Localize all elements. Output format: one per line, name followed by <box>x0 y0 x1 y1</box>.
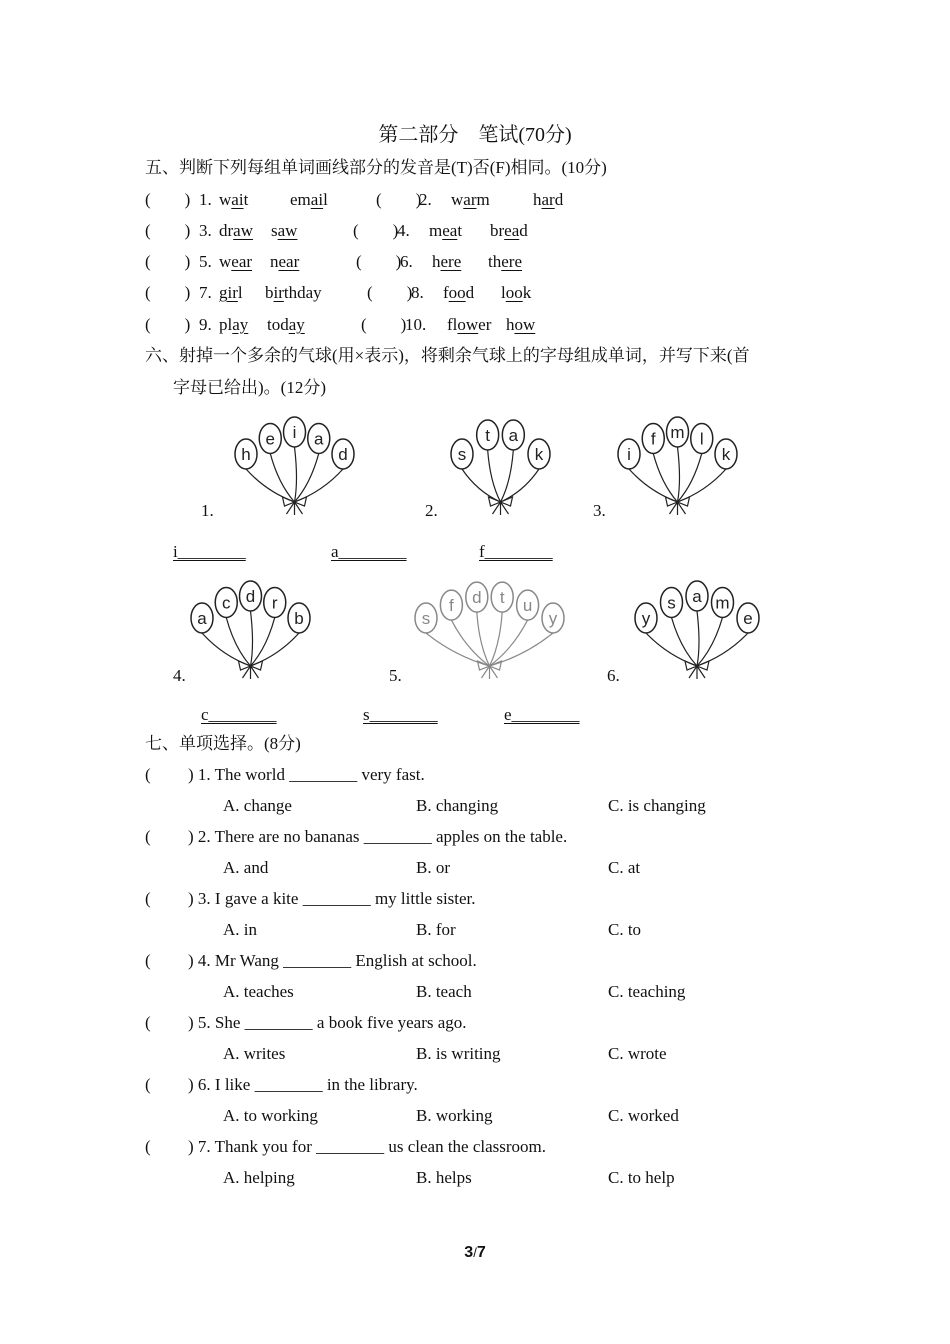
bouquet-number: 6. <box>607 666 620 685</box>
answer-blank[interactable]: e________ <box>504 705 580 724</box>
balloon-string <box>295 447 297 502</box>
question-text: ) 6. I like ________ in the library. <box>188 1075 418 1094</box>
question-text: ) 4. Mr Wang ________ English at school. <box>188 951 477 970</box>
underlined-letters: oo <box>448 283 466 302</box>
bouquet-number: 1. <box>201 501 214 520</box>
item-number: 1. <box>199 190 212 209</box>
option-c[interactable]: C. is changing <box>608 796 706 815</box>
item-number: 3. <box>199 221 212 240</box>
part-title: 第二部分 笔试(70分) <box>378 124 572 146</box>
balloon-string <box>270 453 294 502</box>
word-part: pl <box>219 315 233 334</box>
question-text: ) 7. Thank you for ________ us clean the classroom. <box>188 1137 547 1156</box>
word-first <box>429 221 462 241</box>
balloon-letter: e <box>265 429 275 449</box>
word-part: dr <box>219 221 234 240</box>
word-part: br <box>490 221 505 240</box>
word-part: em <box>290 190 311 209</box>
word-part: l <box>323 190 328 209</box>
balloon-letter: i <box>627 445 631 464</box>
answer-paren-open[interactable]: ( <box>145 827 185 846</box>
word-second <box>270 252 299 272</box>
balloon-letter: u <box>522 596 533 616</box>
balloon-string <box>226 617 250 666</box>
balloon-string <box>295 469 344 502</box>
balloon-letter: l <box>699 429 704 449</box>
answer-paren[interactable]: ( ) <box>353 221 399 240</box>
answer-paren[interactable]: ( ) <box>145 252 191 271</box>
option-b[interactable]: B. is writing <box>416 1044 501 1063</box>
balloon-string <box>697 633 748 666</box>
balloon-letter: t <box>485 425 491 445</box>
page-separator: / <box>473 1245 477 1260</box>
underlined-letters: ai <box>310 190 324 209</box>
underlined-letters: ow <box>457 315 479 334</box>
word-part: h <box>432 252 441 271</box>
word-second <box>488 252 522 272</box>
word-part: thday <box>283 283 322 302</box>
balloon-letter: a <box>314 429 324 449</box>
option-b[interactable]: B. helps <box>416 1168 472 1187</box>
balloon-letter: m <box>715 593 730 613</box>
word-part: t <box>457 221 463 240</box>
word-part: s <box>271 221 278 240</box>
word-first <box>219 221 253 241</box>
bouquet-number: 5. <box>389 666 402 685</box>
ribbon-bow <box>489 497 513 515</box>
word-first <box>432 252 461 272</box>
balloon-string <box>672 617 698 666</box>
word-second <box>501 283 531 303</box>
balloon-string <box>462 469 501 502</box>
underlined-letters: ar <box>463 190 477 209</box>
answer-paren[interactable]: ( ) <box>367 283 413 302</box>
word-first <box>443 283 474 303</box>
balloon-string <box>678 447 680 502</box>
item-number: 8. <box>411 283 424 302</box>
balloon-letter: e <box>743 609 753 628</box>
word-first <box>219 283 243 303</box>
word-part: m <box>476 190 490 209</box>
item-number: 9. <box>199 315 212 334</box>
word-part: k <box>522 283 532 302</box>
answer-paren[interactable]: ( ) <box>145 190 191 209</box>
underlined-letters: ir <box>273 283 284 302</box>
balloon-bouquet <box>615 410 740 518</box>
balloon-string <box>697 617 723 666</box>
underlined-letters: ow <box>514 315 536 334</box>
option-c[interactable]: C. teaching <box>608 982 686 1001</box>
word-part: b <box>265 283 274 302</box>
balloon-letter: i <box>292 423 297 442</box>
word-part: f <box>443 283 449 302</box>
option-b[interactable]: B. teach <box>416 982 472 1001</box>
answer-paren-open[interactable]: ( <box>145 889 185 908</box>
balloon-string <box>697 611 699 666</box>
section7-heading: 七、单项选择。(8分) <box>145 734 301 753</box>
option-a[interactable]: A. in <box>223 920 257 939</box>
balloon-letter: d <box>472 588 482 608</box>
question-text: ) 2. There are no bananas ________ apples on the table. <box>188 827 568 846</box>
word-part: n <box>270 252 279 271</box>
word-part: w <box>451 190 464 209</box>
word-part: h <box>533 190 542 209</box>
option-a[interactable]: A. teaches <box>223 982 294 1001</box>
answer-paren-open[interactable]: ( <box>145 1075 185 1094</box>
underlined-letters: ay <box>232 315 249 334</box>
answer-paren[interactable]: ( ) <box>361 315 407 334</box>
balloon-letter: y <box>641 609 651 628</box>
page-total: 7 <box>476 1244 486 1261</box>
word-part: w <box>219 190 232 209</box>
word-second <box>267 315 305 335</box>
section5-heading: 五、判断下列每组单词画线部分的发音是(T)否(F)相同。(10分) <box>145 158 607 177</box>
balloon-string <box>678 469 727 502</box>
underlined-letters: oo <box>505 283 523 302</box>
balloon-string <box>678 453 702 502</box>
word-part: t <box>243 190 249 209</box>
word-part: er <box>478 315 492 334</box>
balloon-string <box>251 611 253 666</box>
balloon-letter: c <box>222 593 231 613</box>
answer-paren[interactable]: ( ) <box>145 283 191 302</box>
option-b[interactable]: B. or <box>416 858 450 877</box>
balloon-letter: f <box>650 429 656 449</box>
question-text: ) 5. She ________ a book five years ago. <box>188 1013 467 1032</box>
word-first <box>447 315 491 335</box>
balloon-letter: a <box>197 609 207 628</box>
underlined-letters: ere <box>501 252 522 271</box>
balloon-string <box>490 612 503 666</box>
bouquet-number: 3. <box>593 501 606 520</box>
answer-paren-open[interactable]: ( <box>145 765 185 784</box>
balloon-string <box>295 453 319 502</box>
option-c[interactable]: C. wrote <box>608 1044 667 1063</box>
balloon-letter: s <box>457 445 467 464</box>
balloon-letter: h <box>241 445 251 464</box>
balloon-string <box>251 633 300 666</box>
answer-blank[interactable]: s________ <box>363 705 438 724</box>
word-part: d <box>519 221 528 240</box>
answer-blank[interactable]: f________ <box>479 542 553 561</box>
underlined-letters: ai <box>231 190 244 209</box>
page-number <box>0 1243 950 1263</box>
option-c[interactable]: C. worked <box>608 1106 679 1125</box>
word-part: h <box>506 315 515 334</box>
underlined-letters: ea <box>442 221 458 240</box>
balloon-bouquet <box>632 574 762 682</box>
balloon-string <box>501 469 540 502</box>
option-a[interactable]: A. to working <box>223 1106 318 1125</box>
balloon-letter: t <box>499 588 505 608</box>
word-part: d <box>465 283 475 302</box>
underlined-letters: gir <box>219 283 238 302</box>
option-b[interactable]: B. for <box>416 920 456 939</box>
balloon-letter: y <box>548 609 558 628</box>
option-b[interactable]: B. working <box>416 1106 493 1125</box>
underlined-letters: aw <box>277 221 298 240</box>
word-part: l <box>501 283 506 302</box>
item-number: 6. <box>400 252 413 271</box>
word-part: th <box>488 252 502 271</box>
balloon-string <box>477 612 490 666</box>
word-second <box>290 190 328 210</box>
word-second <box>533 190 563 210</box>
word-second <box>271 221 297 241</box>
balloon-letter: f <box>449 596 454 616</box>
underlined-letters: ear <box>278 252 300 271</box>
word-part: m <box>429 221 443 240</box>
balloon-letter: s <box>667 593 676 613</box>
option-a[interactable]: A. helping <box>223 1168 295 1187</box>
answer-paren-open[interactable]: ( <box>145 1013 185 1032</box>
item-number: 10. <box>405 315 427 334</box>
balloon-string <box>653 453 677 502</box>
balloon-bouquet <box>232 410 357 518</box>
underlined-letters: ere <box>440 252 462 271</box>
balloon-bouquet <box>412 574 567 682</box>
balloon-letter: d <box>338 445 348 464</box>
underlined-letters: ear <box>231 252 253 271</box>
option-a[interactable]: A. writes <box>223 1044 286 1063</box>
option-b[interactable]: B. changing <box>416 796 499 815</box>
item-number: 4. <box>397 221 410 240</box>
word-part: fl <box>447 315 458 334</box>
item-number: 2. <box>419 190 432 209</box>
answer-paren-open[interactable]: ( <box>145 951 185 970</box>
word-second <box>506 315 535 335</box>
item-number: 5. <box>199 252 212 271</box>
word-second <box>490 221 528 241</box>
underlined-letters: ar <box>541 190 555 209</box>
balloon-letter: m <box>670 423 685 442</box>
balloon-letter: b <box>294 609 304 628</box>
word-part: d <box>554 190 564 209</box>
question-text: ) 3. I gave a kite ________ my little sister. <box>188 889 476 908</box>
balloon-string <box>202 633 251 666</box>
bouquet-number: 2. <box>425 501 438 520</box>
balloon-letter: s <box>421 609 431 628</box>
balloon-letter: a <box>692 587 702 606</box>
balloon-string <box>646 633 697 666</box>
option-c[interactable]: C. to <box>608 920 642 939</box>
bouquet-number: 4. <box>173 666 186 685</box>
word-first <box>451 190 490 210</box>
answer-paren[interactable]: ( ) <box>356 252 402 271</box>
answer-paren[interactable]: ( ) <box>376 190 422 209</box>
balloon-bouquet <box>448 410 553 518</box>
balloon-string <box>488 450 501 502</box>
answer-paren[interactable]: ( ) <box>145 315 191 334</box>
option-a[interactable]: A. and <box>223 858 269 877</box>
balloon-letter: r <box>271 593 278 613</box>
balloon-string <box>629 469 678 502</box>
word-first <box>219 252 252 272</box>
option-a[interactable]: A. change <box>223 796 292 815</box>
answer-blank[interactable]: i________ <box>173 542 246 561</box>
section6-heading-line2: 字母已给出)。(12分) <box>173 378 326 397</box>
balloon-letter: d <box>245 587 256 606</box>
balloon-letter: k <box>721 445 731 464</box>
word-first <box>219 190 248 210</box>
word-first <box>219 315 248 335</box>
balloon-string <box>251 617 275 666</box>
answer-blank[interactable]: c________ <box>201 705 277 724</box>
option-c[interactable]: C. at <box>608 858 641 877</box>
word-part: w <box>219 252 232 271</box>
underlined-letters: ea <box>504 221 520 240</box>
section6-heading-line1: 六、射掉一个多余的气球(用×表示)，将剩余气球上的字母组成单词，并写下来(首 <box>145 346 750 365</box>
underlined-letters: aw <box>233 221 253 240</box>
answer-paren[interactable]: ( ) <box>145 221 191 240</box>
word-second <box>265 283 322 303</box>
answer-blank[interactable]: a________ <box>331 542 407 561</box>
balloon-string <box>246 469 295 502</box>
option-c[interactable]: C. to help <box>608 1168 675 1187</box>
word-part: l <box>237 283 243 302</box>
page-current: 3 <box>464 1244 474 1261</box>
underlined-letters: ay <box>288 315 305 334</box>
answer-paren-open[interactable]: ( <box>145 1137 185 1156</box>
word-part: tod <box>267 315 289 334</box>
balloon-letter: k <box>534 445 544 464</box>
question-text: ) 1. The world ________ very fast. <box>188 765 425 784</box>
balloon-bouquet <box>188 574 313 682</box>
item-number: 7. <box>199 283 212 302</box>
balloon-letter: a <box>508 425 519 445</box>
balloon-string <box>501 450 514 502</box>
